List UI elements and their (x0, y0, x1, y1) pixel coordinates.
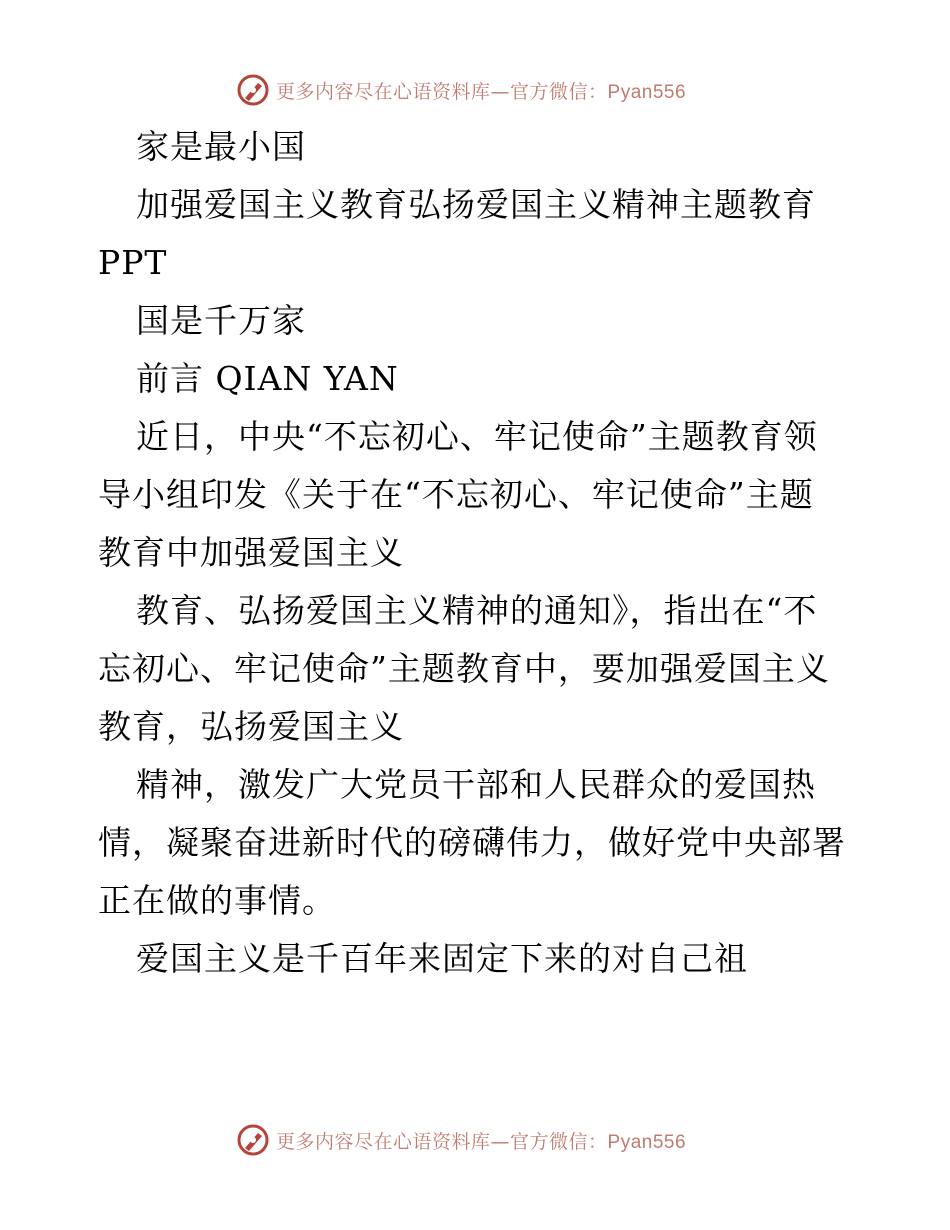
footer-watermark (236, 1122, 686, 1158)
pen-logo-icon (236, 73, 270, 107)
text-line: 精神，激发广大党员干部和人民群众的爱国热 (136, 765, 816, 804)
watermark-text: 更多内容尽在心语资料库—官方微信：Pyan556 (276, 80, 687, 103)
text-line: 近日，中央“不忘初心、牢记使命”主题教育领 (136, 417, 818, 456)
text-line: 家是最小国 (136, 127, 306, 166)
text-line: 忘初心、牢记使命”主题教育中，要加强爱国主义 (98, 649, 830, 688)
text-line: 加强爱国主义教育弘扬爱国主义精神主题教育 (136, 185, 816, 224)
text-line: PPT (98, 243, 168, 282)
text-line: 教育、弘扬爱国主义精神的通知》，指出在“不 (136, 591, 818, 630)
text-line: 前言 QIAN YAN (136, 359, 399, 398)
watermark-text: 更多内容尽在心语资料库—官方微信：Pyan556 (276, 1130, 687, 1153)
header-watermark (236, 72, 686, 108)
text-line: 国是千万家 (136, 301, 306, 340)
text-line: 正在做的事情。 (98, 881, 336, 920)
watermark-wechat-id: Pyan556 (607, 81, 687, 103)
text-line: 导小组印发《关于在“不忘初心、牢记使命”主题 (98, 475, 814, 514)
text-line: 教育中加强爱国主义 (98, 533, 404, 572)
watermark-wechat-id: Pyan556 (607, 1131, 687, 1153)
text-line: 情，凝聚奋进新时代的磅礴伟力，做好党中央部署 (98, 823, 846, 862)
text-line: 教育，弘扬爱国主义 (98, 707, 404, 746)
text-line: 爱国主义是千百年来固定下来的对自己祖 (136, 939, 748, 978)
pen-logo-icon (236, 1123, 270, 1157)
